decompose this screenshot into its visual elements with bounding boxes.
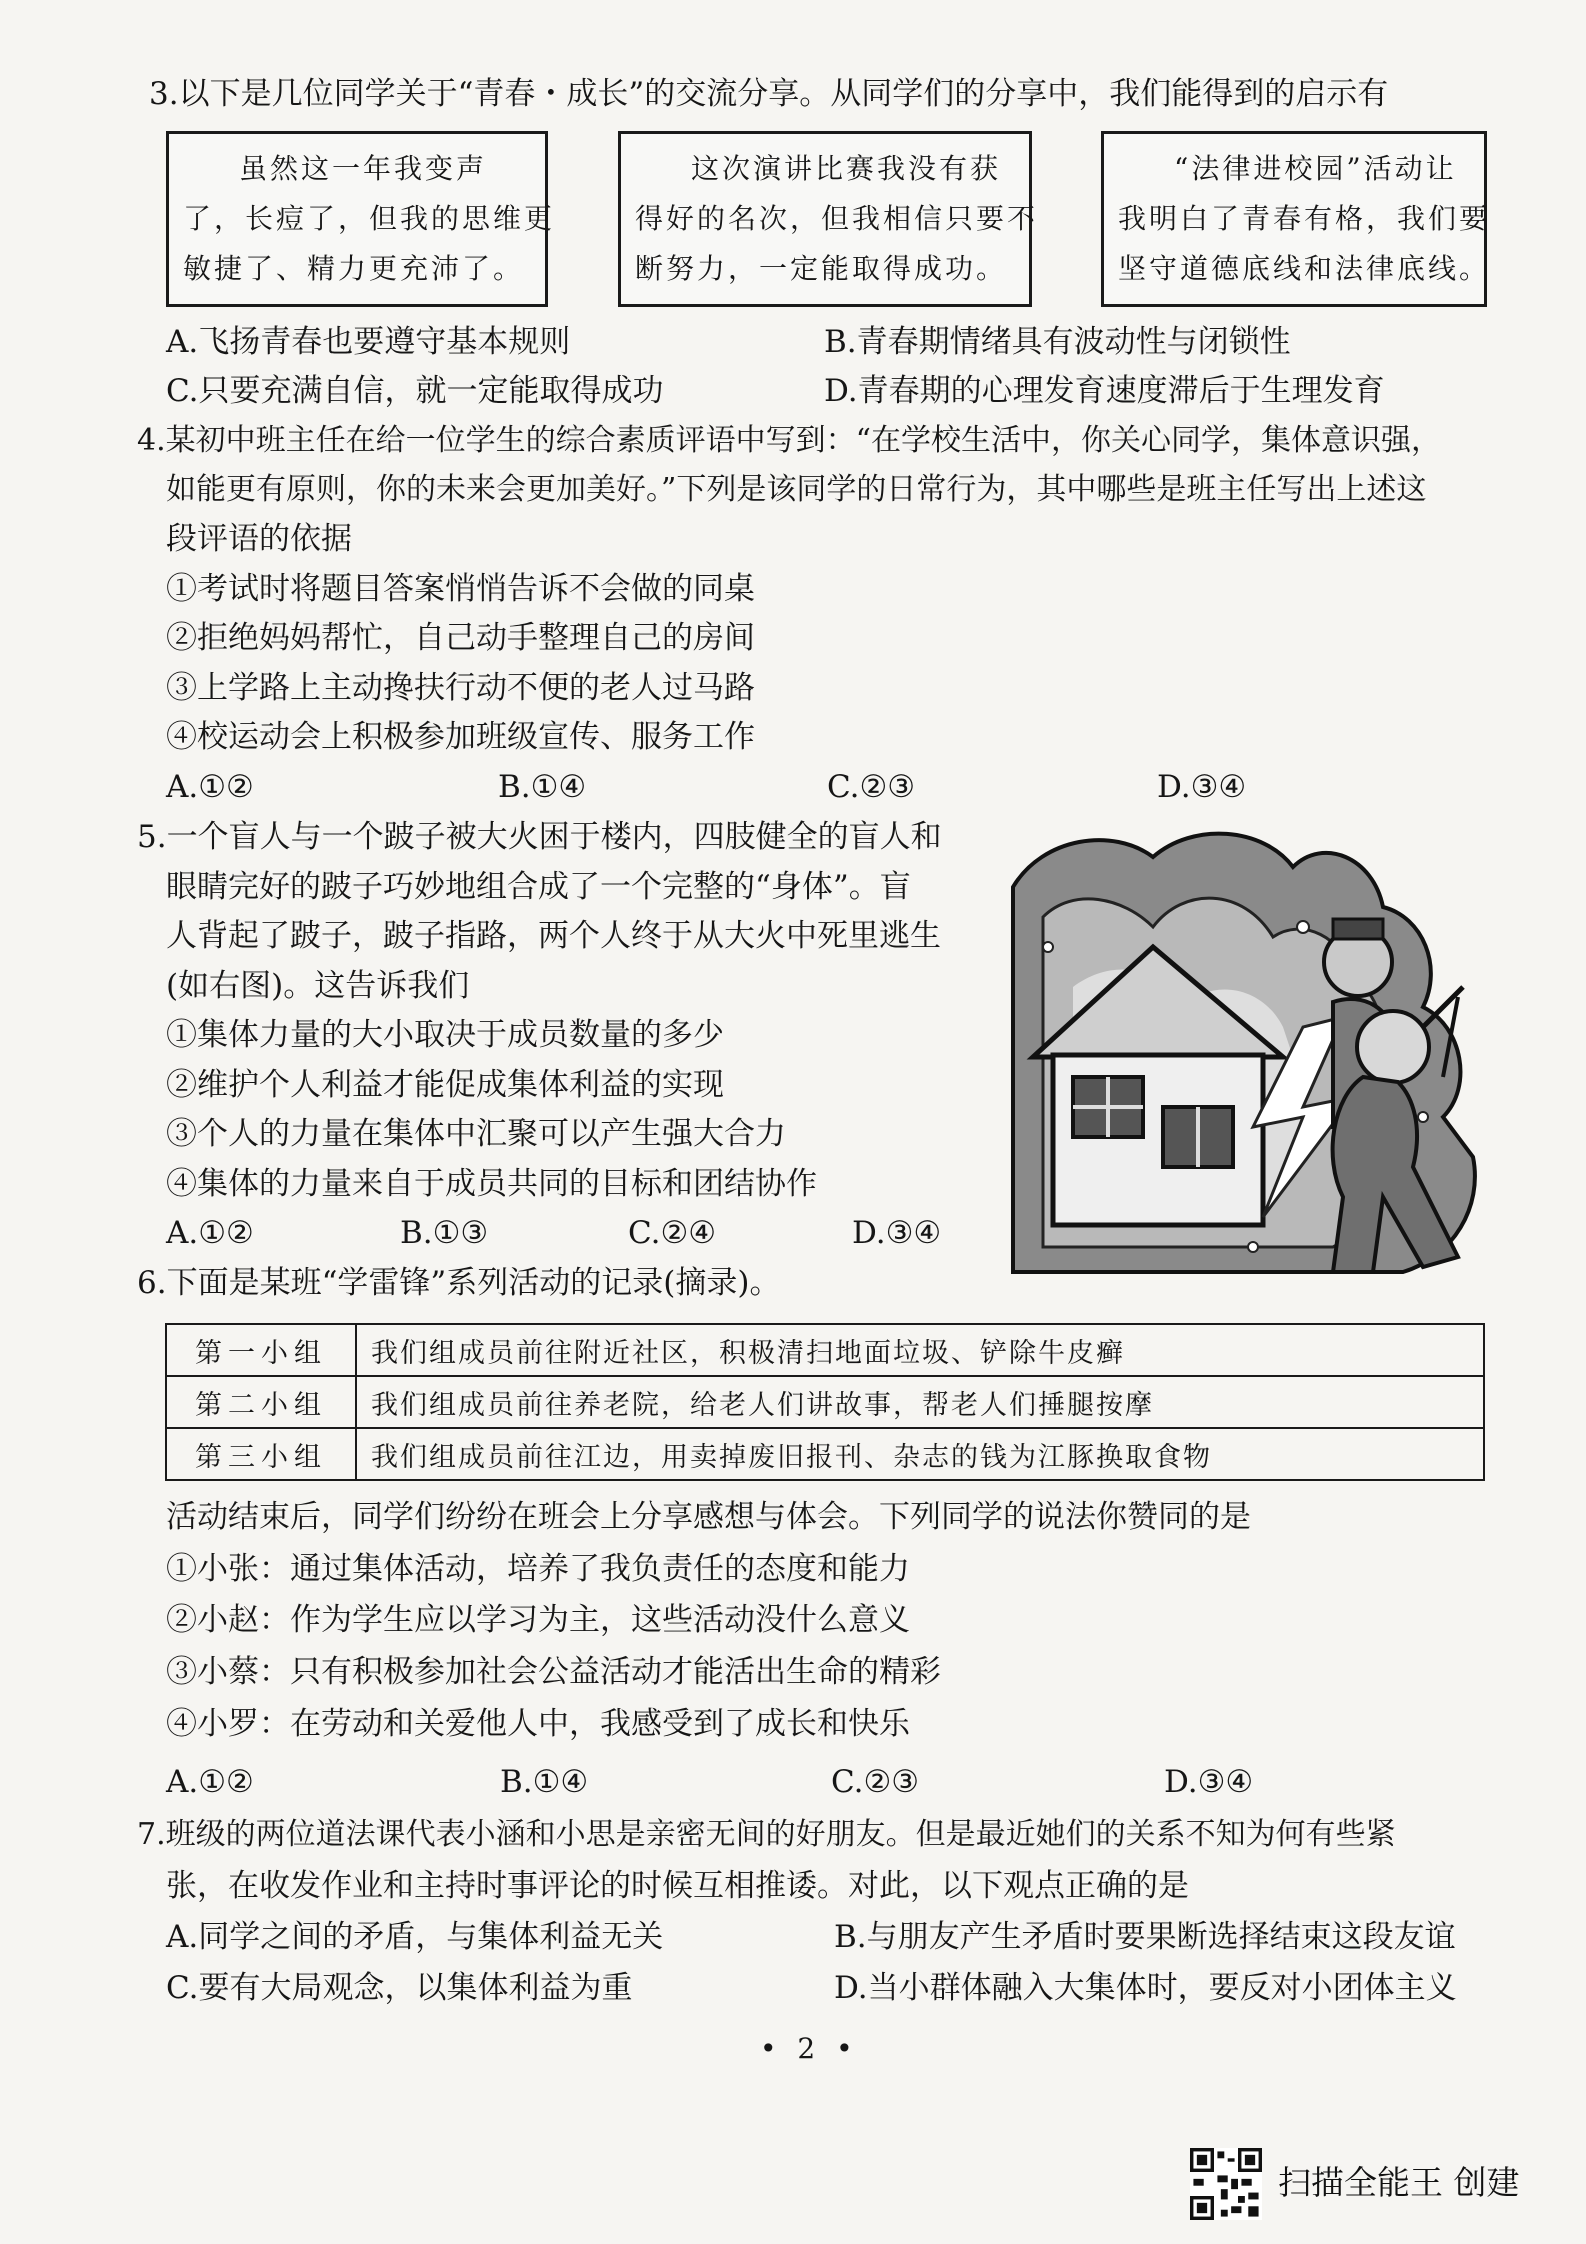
q3-box3-line1: “法律进校园”活动让 (1174, 152, 1457, 185)
q5-option-a: A.①② (166, 1215, 254, 1251)
q3-box1-line1: 虽然这一年我变声 (239, 152, 488, 185)
q4-option-b: B.①④ (498, 769, 587, 805)
q6-stem: 6.下面是某班“学雷锋”系列活动的记录(摘录)。 (137, 1265, 781, 1301)
q3-box2-line3: 断努力，一定能取得成功。 (635, 252, 1008, 285)
q6-option-c: C.②③ (831, 1764, 920, 1800)
q4-stem-line3: 段评语的依据 (166, 521, 352, 557)
q6-item-3: ③小蔡：只有积极参加社会公益活动才能活出生命的精彩 (166, 1654, 941, 1690)
table-cell-group: 第二小组 (166, 1376, 356, 1428)
table-row (166, 1428, 1484, 1480)
q3-quote-box-3 (1101, 131, 1491, 307)
q7-option-c: C.要有大局观念，以集体利益为重 (166, 1970, 633, 2006)
q5-item-2: ②维护个人利益才能促成集体利益的实现 (166, 1067, 724, 1103)
q5-option-d: D.③④ (852, 1215, 942, 1251)
q3-box2-line1: 这次演讲比赛我没有获 (691, 152, 1002, 185)
q6-item-2: ②小赵：作为学生应以学习为主，这些活动没什么意义 (166, 1602, 910, 1638)
q4-option-c: C.②③ (827, 769, 916, 805)
q6-item-4: ④小罗：在劳动和关爱他人中，我感受到了成长和快乐 (166, 1706, 910, 1742)
q4-item-3: ③上学路上主动搀扶行动不便的老人过马路 (166, 670, 755, 706)
scanner-watermark: 扫描全能王 创建 (1278, 2163, 1520, 2202)
q4-option-a: A.①② (166, 769, 254, 805)
q4-stem-line2: 如能更有原则，你的未来会更加美好。”下列是该同学的日常行为，其中哪些是班主任写出上述这 (166, 472, 1427, 507)
q3-box2-line2: 得好的名次，但我相信只要不 (635, 202, 1039, 235)
qr-code-icon (1190, 2148, 1262, 2220)
table-cell-desc: 我们组成员前往养老院，给老人们讲故事，帮老人们捶腿按摩 (356, 1376, 1484, 1428)
q5-stem-line3: 人背起了跛子，跛子指路，两个人终于从大火中死里逃生 (166, 918, 941, 954)
q3-box1-line2: 了，长痘了，但我的思维更 (183, 202, 556, 235)
page-number: • 2 • (760, 2032, 859, 2065)
q3-box1-line3: 敏捷了、精力更充沛了。 (183, 252, 525, 285)
q6-option-a: A.①② (166, 1764, 254, 1800)
q6-option-d: D.③④ (1164, 1764, 1254, 1800)
q3-option-d: D.青春期的心理发育速度滞后于生理发育 (824, 373, 1385, 409)
table-cell-group: 第三小组 (166, 1428, 356, 1480)
q3-box3-line2: 我明白了青春有格，我们要 (1118, 202, 1491, 235)
q6-activity-table (165, 1323, 1485, 1481)
q5-stem-line4: (如右图)。这告诉我们 (166, 968, 470, 1004)
q5-option-c: C.②④ (628, 1215, 717, 1251)
q5-item-4: ④集体的力量来自于成员共同的目标和团结协作 (166, 1166, 817, 1202)
q7-stem-line2: 张，在收发作业和主持时事评论的时候互相推诿。对此，以下观点正确的是 (166, 1868, 1189, 1904)
q6-item-1: ①小张：通过集体活动，培养了我负责任的态度和能力 (166, 1551, 910, 1587)
q5-item-1: ①集体力量的大小取决于成员数量的多少 (166, 1017, 724, 1053)
q3-option-b: B.青春期情绪具有波动性与闭锁性 (824, 324, 1291, 360)
fire-escape-illustration (1003, 827, 1511, 1279)
q4-item-1: ①考试时将题目答案悄悄告诉不会做的同桌 (166, 571, 755, 607)
table-cell-desc: 我们组成员前往江边，用卖掉废旧报刊、杂志的钱为江豚换取食物 (356, 1428, 1484, 1480)
q6-after-text: 活动结束后，同学们纷纷在班会上分享感想与体会。下列同学的说法你赞同的是 (166, 1499, 1251, 1535)
q4-item-4: ④校运动会上积极参加班级宣传、服务工作 (166, 719, 755, 755)
q7-stem-line1: 7.班级的两位道法课代表小涵和小思是亲密无间的好朋友。但是最近她们的关系不知为何有些紧 (137, 1817, 1396, 1852)
table-row (166, 1376, 1484, 1428)
q7-option-a: A.同学之间的矛盾，与集体利益无关 (166, 1919, 664, 1955)
q3-quote-box-2 (618, 131, 1039, 307)
q5-item-3: ③个人的力量在集体中汇聚可以产生强大合力 (166, 1116, 786, 1152)
q3-stem: 3.以下是几位同学关于“青春・成长”的交流分享。从同学们的分享中，我们能得到的启示有 (149, 76, 1389, 112)
q3-option-c: C.只要充满自信，就一定能取得成功 (166, 373, 664, 409)
q4-item-2: ②拒绝妈妈帮忙，自己动手整理自己的房间 (166, 620, 755, 656)
q4-option-d: D.③④ (1157, 769, 1247, 805)
q4-stem-line1: 4.某初中班主任在给一位学生的综合素质评语中写到：“在学校生活中，你关心同学，集体意识强， (137, 423, 1441, 458)
q3-box3-line3: 坚守道德底线和法律底线。 (1118, 252, 1491, 285)
q7-option-b: B.与朋友产生矛盾时要果断选择结束这段友谊 (834, 1919, 1456, 1955)
q3-quote-box-1 (166, 131, 556, 307)
table-cell-group: 第一小组 (166, 1324, 356, 1376)
table-row (166, 1324, 1484, 1376)
q5-stem-line2: 眼睛完好的跛子巧妙地组合成了一个完整的“身体”。盲 (166, 869, 911, 905)
q3-option-a: A.飞扬青春也要遵守基本规则 (166, 324, 571, 360)
q7-option-d: D.当小群体融入大集体时，要反对小团体主义 (834, 1970, 1457, 2006)
q6-option-b: B.①④ (500, 1764, 589, 1800)
q5-stem-line1: 5.一个盲人与一个跛子被大火困于楼内，四肢健全的盲人和 (137, 819, 942, 855)
table-cell-desc: 我们组成员前往附近社区，积极清扫地面垃圾、铲除牛皮癣 (356, 1324, 1484, 1376)
q5-option-b: B.①③ (400, 1215, 489, 1251)
